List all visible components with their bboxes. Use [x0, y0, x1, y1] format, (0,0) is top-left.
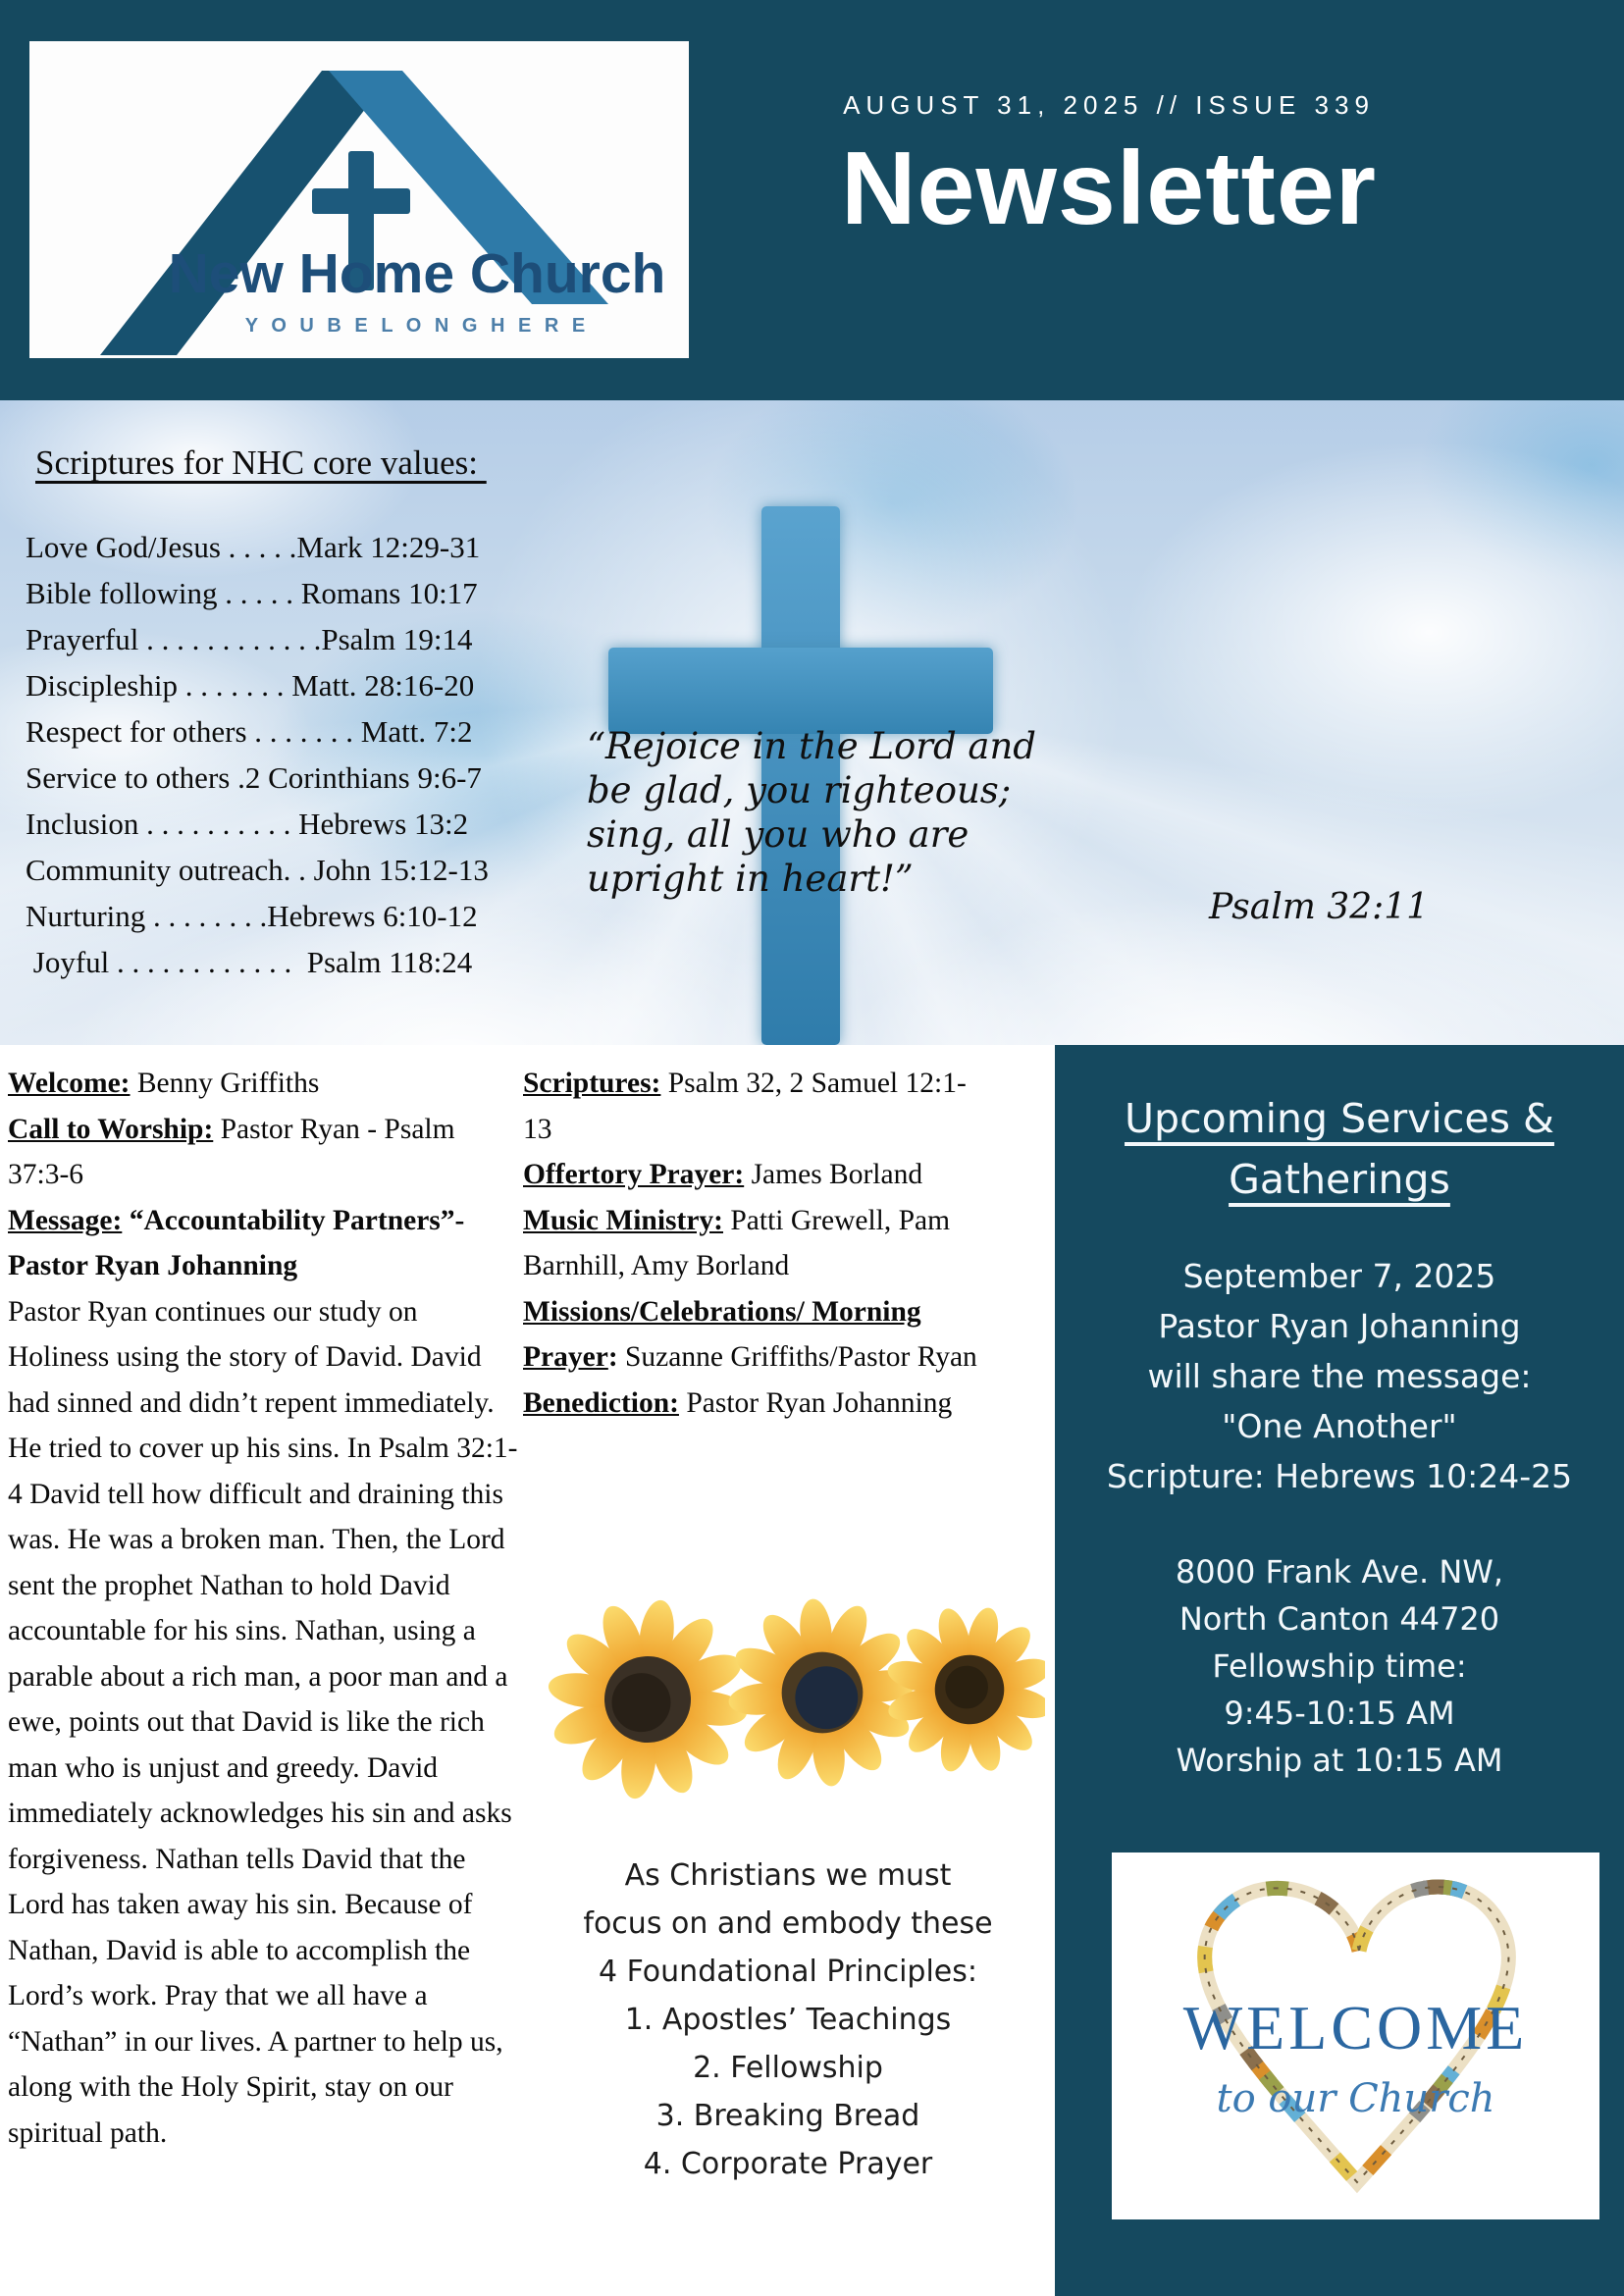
bulletin-entry: [8, 1107, 518, 1198]
principles-block: [513, 1852, 1063, 2188]
welcome-card: [1112, 1852, 1599, 2219]
core-value-item: Joyful . . . . . . . . . . . . Psalm 118:24: [26, 945, 473, 979]
principles-intro-line: As Christians we must: [624, 1858, 952, 1893]
sunflower: [719, 1590, 926, 1797]
core-value-item: Discipleship . . . . . . . Matt. 28:16-20: [26, 668, 475, 703]
core-value-item: Love God/Jesus . . . . .Mark 12:29-31: [26, 530, 481, 564]
core-value-item: Service to others .2 Corinthians 9:6-7: [26, 760, 482, 795]
service-announcement: [1055, 1251, 1624, 1501]
principles-intro-line: 4 Foundational Principles:: [599, 1955, 977, 1989]
entry-label: Welcome:: [8, 1068, 131, 1099]
entry-label: Music Ministry:: [523, 1204, 724, 1236]
bulletin-entry: [8, 1061, 518, 1107]
welcome-subtitle: to our Church: [1216, 2076, 1495, 2121]
core-value-item: Community outreach. . John 15:12-13: [26, 853, 489, 887]
location-block: [1055, 1548, 1624, 1784]
logo-name: New Home Church: [168, 242, 666, 305]
principle-item: 1. Apostles’ Teachings: [624, 2003, 952, 2037]
logo-tagline: Y O U B E L O N G H E R E: [244, 315, 590, 337]
bulletin-entry: [523, 1152, 986, 1198]
entry-text: Benny Griffiths: [130, 1068, 320, 1099]
entry-label: Message:: [8, 1204, 123, 1236]
upcoming-heading: Upcoming Services & Gatherings: [1125, 1095, 1554, 1203]
welcome-title: WELCOME: [1182, 1993, 1529, 2062]
header-band: [0, 0, 1624, 400]
location-line: Fellowship time:: [1212, 1647, 1467, 1685]
entry-label: Missions/Celebrations/ Morning Prayer: [523, 1295, 921, 1373]
logo-box: [29, 41, 689, 358]
core-value-item: Bible following . . . . . Romans 10:17: [26, 576, 478, 610]
sunflower-trio-icon: [535, 1567, 1045, 1824]
core-value-item: Prayerful . . . . . . . . . . . .Psalm 19:14: [26, 622, 473, 656]
issue-line: AUGUST 31, 2025 // ISSUE 339: [843, 90, 1375, 120]
entry-text: James Borland: [744, 1159, 923, 1190]
entry-text: Patti Grewell, Pam Barnhill, Amy Borland: [523, 1204, 951, 1281]
service-line: Scripture: Hebrews 10:24-25: [1106, 1457, 1573, 1495]
entry-label: Benediction:: [523, 1386, 679, 1419]
bulletin-entry: [523, 1289, 986, 1381]
core-values-list: [26, 524, 489, 985]
quote-reference: Psalm 32:11: [1209, 887, 1430, 927]
entry-label: Call to Worship:: [8, 1113, 214, 1145]
bulletin-left-column: [8, 1061, 518, 2156]
core-value-item: Inclusion . . . . . . . . . . Hebrews 13:2: [26, 807, 469, 841]
sermon-summary: Pastor Ryan continues our study on Holiness using the story of David. David had sinned and didn’t repent immediately. He tried to cover up his sins. In Psalm 32:1-4 David tell how difficult and draining this was. He was a broken man. Then, the Lord sent the prophet Nathan to hold David accountable for his sins. Nathan, using a parable about a rich man, a poor man and a ewe, points out that David is like the rich man who is unjust and greedy. David immediately acknowledges his sin and asks forgiveness. Nathan tells David that the Lord has taken away his sin. Because of Nathan, David is able to accomplish the Lord’s work. Pray that we all have a “Nathan” in our lives. A partner to help us, along with the Holy Spirit, stay on our spiritual path.: [8, 1295, 518, 2149]
service-line: will share the message:: [1147, 1357, 1532, 1395]
entry-text: Pastor Ryan - Psalm 37:3-6: [8, 1113, 455, 1190]
bulletin-entry: [523, 1381, 986, 1427]
entry-text: Psalm 32, 2 Samuel 12:1-13: [523, 1068, 967, 1145]
service-line: September 7, 2025: [1182, 1257, 1496, 1295]
principle-item: 4. Corporate Prayer: [643, 2147, 933, 2181]
sky-section: [0, 400, 1624, 1045]
principle-item: 3. Breaking Bread: [655, 2099, 920, 2133]
entry-colon: :: [607, 1341, 618, 1373]
upcoming-panel: [1055, 1045, 1624, 2296]
entry-text: Suzanne Griffiths/Pastor Ryan: [617, 1341, 977, 1373]
core-value-item: Nurturing . . . . . . . .Hebrews 6:10-12: [26, 899, 478, 933]
entry-label: Scriptures:: [523, 1068, 661, 1099]
bulletin-entry: [523, 1198, 986, 1289]
glowing-cross-horizontal: [608, 648, 993, 734]
entry-text: Pastor Ryan Johanning: [678, 1386, 953, 1419]
bulletin-middle-column: [523, 1061, 986, 1426]
location-line: North Canton 44720: [1179, 1600, 1500, 1638]
principle-item: 2. Fellowship: [693, 2051, 883, 2085]
location-line: 9:45-10:15 AM: [1224, 1695, 1455, 1732]
service-line: "One Another": [1222, 1407, 1457, 1445]
header-text: [814, 90, 1403, 246]
church-roof-cross-logo: [29, 41, 689, 358]
core-value-item: Respect for others . . . . . . . Matt. 7:2: [26, 714, 473, 749]
entry-label: Offertory Prayer:: [523, 1159, 745, 1190]
newsletter-title: Newsletter: [840, 130, 1378, 246]
principles-intro-line: focus on and embody these: [583, 1906, 993, 1941]
bulletin-entry: [523, 1061, 986, 1152]
location-line: 8000 Frank Ave. NW,: [1175, 1553, 1504, 1591]
location-line: Worship at 10:15 AM: [1176, 1742, 1503, 1779]
core-values-heading: Scriptures for NHC core values:: [35, 444, 487, 482]
entry-text: “Accountability Partners”- Pastor Ryan Johanning: [8, 1204, 465, 1281]
service-line: Pastor Ryan Johanning: [1158, 1307, 1521, 1345]
bulletin-section: [0, 1045, 1624, 2296]
sunflower: [535, 1587, 760, 1812]
bulletin-entry: [8, 1198, 518, 1289]
scripture-quote: “Rejoice in the Lord and be glad, you righteous; sing, all you who are upright in heart!”: [587, 725, 1036, 900]
